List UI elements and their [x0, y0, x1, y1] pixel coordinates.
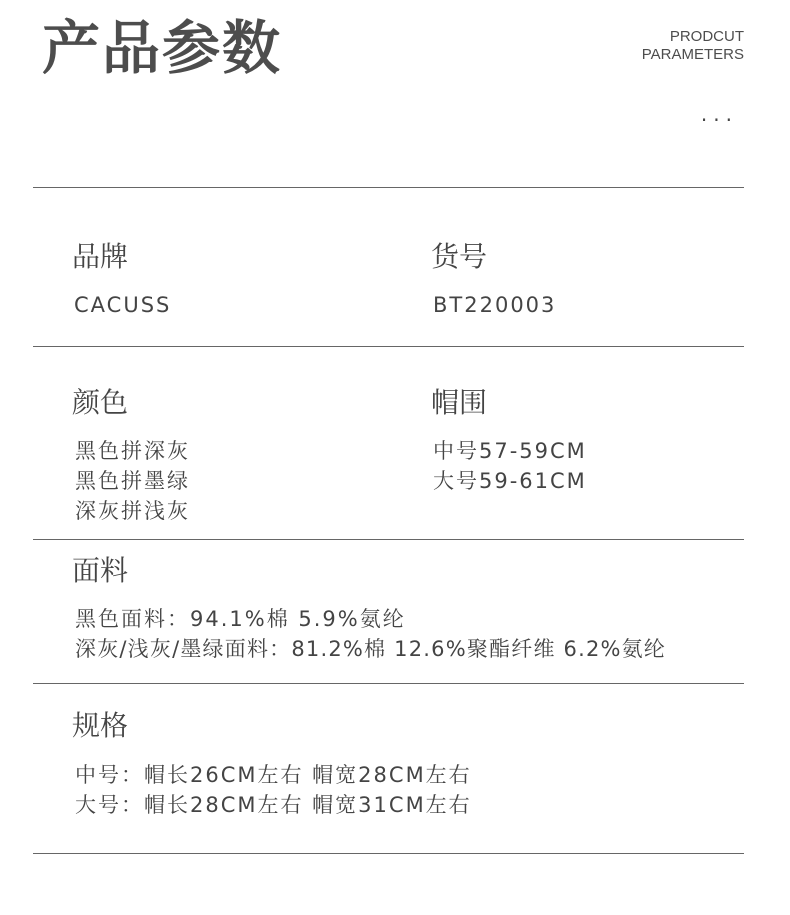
divider — [33, 346, 744, 347]
fabric-label: 面料 — [72, 554, 129, 587]
hat-size-value-2: 大号59-61CM — [433, 469, 587, 493]
item-no-value: BT220003 — [433, 293, 557, 317]
brand-value: CACUSS — [74, 293, 172, 317]
color-value-1: 黑色拼深灰 — [75, 439, 190, 463]
divider — [33, 539, 744, 540]
hat-size-value-1: 中号57-59CM — [433, 439, 587, 463]
color-label: 颜色 — [72, 386, 129, 419]
brand-label: 品牌 — [72, 240, 129, 273]
divider — [33, 853, 744, 854]
subtitle-line-1: PRODCUT — [669, 28, 744, 45]
spec-value-2: 大号：帽长28CM左右 帽宽31CM左右 — [75, 793, 472, 817]
color-value-3: 深灰拼浅灰 — [75, 499, 190, 523]
fabric-value-2: 深灰/浅灰/墨绿面料：81.2%棉 12.6%聚酯纤维 6.2%氨纶 — [75, 637, 667, 661]
page-subtitle — [642, 28, 744, 64]
page-title: 产品参数 — [42, 14, 283, 82]
color-value-2: 黑色拼墨绿 — [75, 469, 190, 493]
subtitle-line-2: PARAMETERS — [641, 46, 744, 63]
hat-size-label: 帽围 — [431, 386, 488, 419]
divider — [33, 683, 744, 684]
divider — [33, 187, 744, 188]
item-no-label: 货号 — [431, 240, 488, 273]
fabric-value-1: 黑色面料：94.1%棉 5.9%氨纶 — [75, 607, 406, 631]
more-dots-icon: ... — [700, 102, 738, 126]
spec-value-1: 中号：帽长26CM左右 帽宽28CM左右 — [75, 763, 472, 787]
spec-label: 规格 — [72, 709, 129, 742]
